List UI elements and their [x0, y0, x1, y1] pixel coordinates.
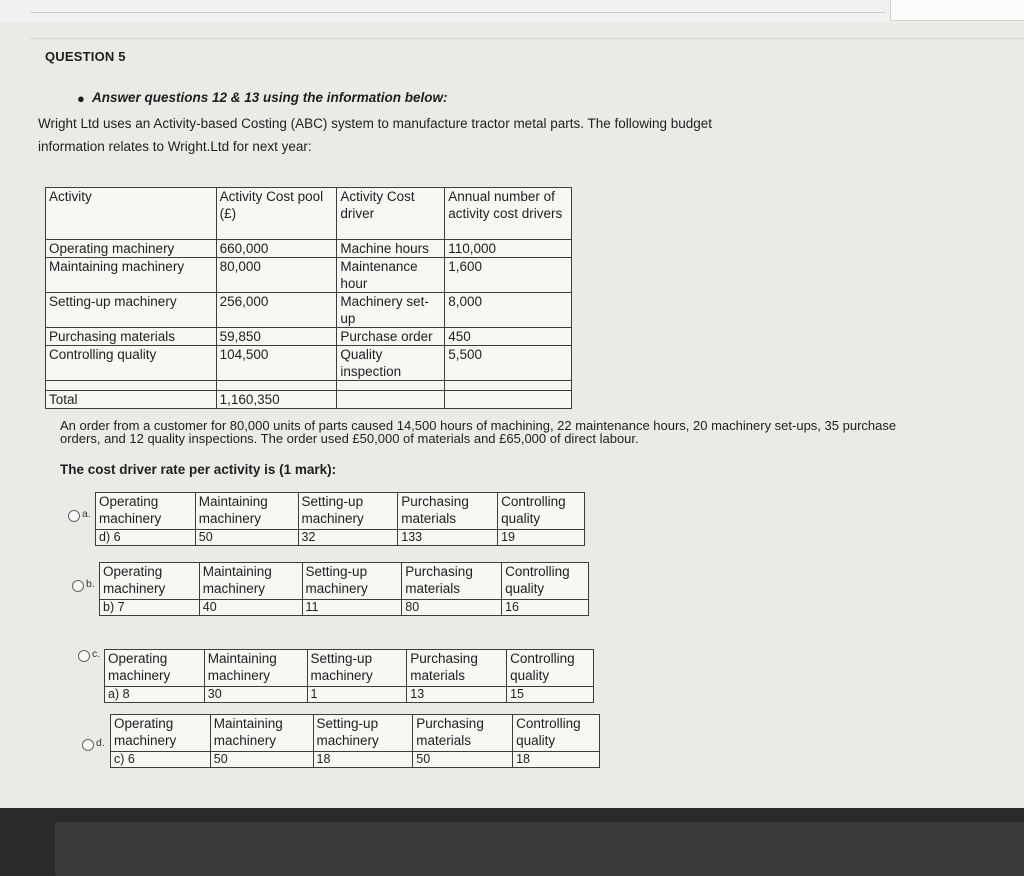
- browser-top-bar: [0, 0, 1024, 22]
- option-header-cell: Purchasing materials: [398, 493, 498, 530]
- option-header-cell: Setting-up machinery: [313, 715, 413, 752]
- bottom-panel-inner: [55, 822, 1024, 876]
- bullet-icon: ●: [77, 91, 85, 106]
- total-label: Total: [46, 391, 217, 409]
- table-total-row: [46, 391, 572, 409]
- table-cell: 1,600: [445, 258, 572, 293]
- intro-line: Wright Ltd uses an Activity-based Costing (ABC) system to manufacture tractor metal parts. The following budget: [38, 116, 713, 131]
- option-header-cell: Maintaining machinery: [210, 715, 313, 752]
- header-cell: Annual number of activity cost drivers: [445, 188, 572, 240]
- option-value-cell: 133: [398, 530, 498, 546]
- option-header-cell: Purchasing materials: [402, 563, 502, 600]
- option-value-cell: 15: [507, 687, 594, 703]
- option-table: [104, 649, 594, 703]
- question-prompt: The cost driver rate per activity is (1 mark):: [60, 462, 337, 477]
- option-value-row: [96, 530, 585, 546]
- option-value-cell: d) 6: [96, 530, 196, 546]
- option-table: [110, 714, 600, 768]
- question-instruction: Answer questions 12 & 13 using the information below:: [92, 90, 448, 105]
- intro-line: information relates to Wright.Ltd for next year:: [38, 139, 312, 154]
- scenario-line: An order from a customer for 80,000 units of parts caused 14,500 hours of machining, 22 maintenance hours, 20 machinery set-ups, 35 purchase: [60, 418, 897, 433]
- option-value-row: [111, 752, 600, 768]
- option-letter: d.: [96, 737, 105, 749]
- option-value-row: [105, 687, 594, 703]
- table-cell: 80,000: [216, 258, 337, 293]
- radio-button-b[interactable]: [72, 580, 84, 592]
- order-scenario: [60, 419, 1020, 445]
- option-value-cell: 1: [307, 687, 407, 703]
- option-letter: c.: [92, 648, 101, 660]
- table-cell: 110,000: [445, 240, 572, 258]
- table-cell: Controlling quality: [46, 346, 217, 381]
- option-value-cell: 50: [413, 752, 513, 768]
- option-header-cell: Setting-up machinery: [302, 563, 402, 600]
- option-header-row: [111, 715, 600, 752]
- table-cell: Operating machinery: [46, 240, 217, 258]
- header-cell: Activity Cost pool (£): [216, 188, 337, 240]
- table-row: [46, 346, 572, 381]
- option-header-cell: Operating machinery: [105, 650, 205, 687]
- table-cell: Maintaining machinery: [46, 258, 217, 293]
- option-value-cell: c) 6: [111, 752, 211, 768]
- option-value-row: [100, 600, 589, 616]
- option-value-cell: 40: [199, 600, 302, 616]
- option-header-cell: Operating machinery: [100, 563, 200, 600]
- option-value-cell: 32: [298, 530, 398, 546]
- option-value-cell: 50: [195, 530, 298, 546]
- option-header-cell: Maintaining machinery: [204, 650, 307, 687]
- option-header-cell: Maintaining machinery: [199, 563, 302, 600]
- option-table: [95, 492, 585, 546]
- table-cell: Setting-up machinery: [46, 293, 217, 328]
- option-table: [99, 562, 589, 616]
- option-value-cell: 16: [502, 600, 589, 616]
- option-value-cell: 80: [402, 600, 502, 616]
- radio-button-d[interactable]: [82, 739, 94, 751]
- question-title: QUESTION 5: [45, 49, 126, 64]
- table-cell: Purchase order: [337, 328, 445, 346]
- table-cell: 104,500: [216, 346, 337, 381]
- table-row: [46, 328, 572, 346]
- option-value-cell: 50: [210, 752, 313, 768]
- option-value-cell: 18: [513, 752, 600, 768]
- budget-table: [45, 187, 572, 409]
- option-header-row: [96, 493, 585, 530]
- option-letter: b.: [86, 578, 95, 590]
- table-cell: 59,850: [216, 328, 337, 346]
- table-cell: Machinery set-up: [337, 293, 445, 328]
- table-cell: Purchasing materials: [46, 328, 217, 346]
- option-value-cell: a) 8: [105, 687, 205, 703]
- header-cell: Activity: [46, 188, 217, 240]
- option-header-cell: Setting-up machinery: [307, 650, 407, 687]
- option-header-cell: Operating machinery: [96, 493, 196, 530]
- table-row: [46, 240, 572, 258]
- table-row: [46, 293, 572, 328]
- option-value-cell: 18: [313, 752, 413, 768]
- table-cell: 5,500: [445, 346, 572, 381]
- top-divider: [30, 12, 885, 13]
- table-cell: 660,000: [216, 240, 337, 258]
- table-cell: 450: [445, 328, 572, 346]
- option-value-cell: 30: [204, 687, 307, 703]
- option-value-cell: 11: [302, 600, 402, 616]
- radio-button-a[interactable]: [68, 510, 80, 522]
- table-cell: 256,000: [216, 293, 337, 328]
- table-cell: 8,000: [445, 293, 572, 328]
- table-row: [46, 258, 572, 293]
- option-header-cell: Controlling quality: [513, 715, 600, 752]
- question-intro: [38, 112, 798, 158]
- option-header-cell: Purchasing materials: [413, 715, 513, 752]
- option-header-cell: Maintaining machinery: [195, 493, 298, 530]
- option-header-cell: Controlling quality: [507, 650, 594, 687]
- scenario-line: orders, and 12 quality inspections. The order used £50,000 of materials and £65,000 of direct labour.: [60, 431, 639, 446]
- top-right-panel: [890, 0, 1024, 21]
- table-spacer-row: [46, 381, 572, 391]
- total-value: 1,160,350: [216, 391, 337, 409]
- option-header-cell: Controlling quality: [502, 563, 589, 600]
- option-letter: a.: [82, 508, 91, 520]
- option-header-cell: Controlling quality: [498, 493, 585, 530]
- table-cell: Machine hours: [337, 240, 445, 258]
- option-header-row: [100, 563, 589, 600]
- table-cell: Maintenance hour: [337, 258, 445, 293]
- table-header-row: [46, 188, 572, 240]
- table-cell: Quality inspection: [337, 346, 445, 381]
- option-value-cell: 13: [407, 687, 507, 703]
- header-cell: Activity Cost driver: [337, 188, 445, 240]
- section-divider: [30, 38, 1024, 39]
- option-header-row: [105, 650, 594, 687]
- option-value-cell: 19: [498, 530, 585, 546]
- option-value-cell: b) 7: [100, 600, 200, 616]
- option-header-cell: Operating machinery: [111, 715, 211, 752]
- option-header-cell: Setting-up machinery: [298, 493, 398, 530]
- option-header-cell: Purchasing materials: [407, 650, 507, 687]
- radio-button-c[interactable]: [78, 650, 90, 662]
